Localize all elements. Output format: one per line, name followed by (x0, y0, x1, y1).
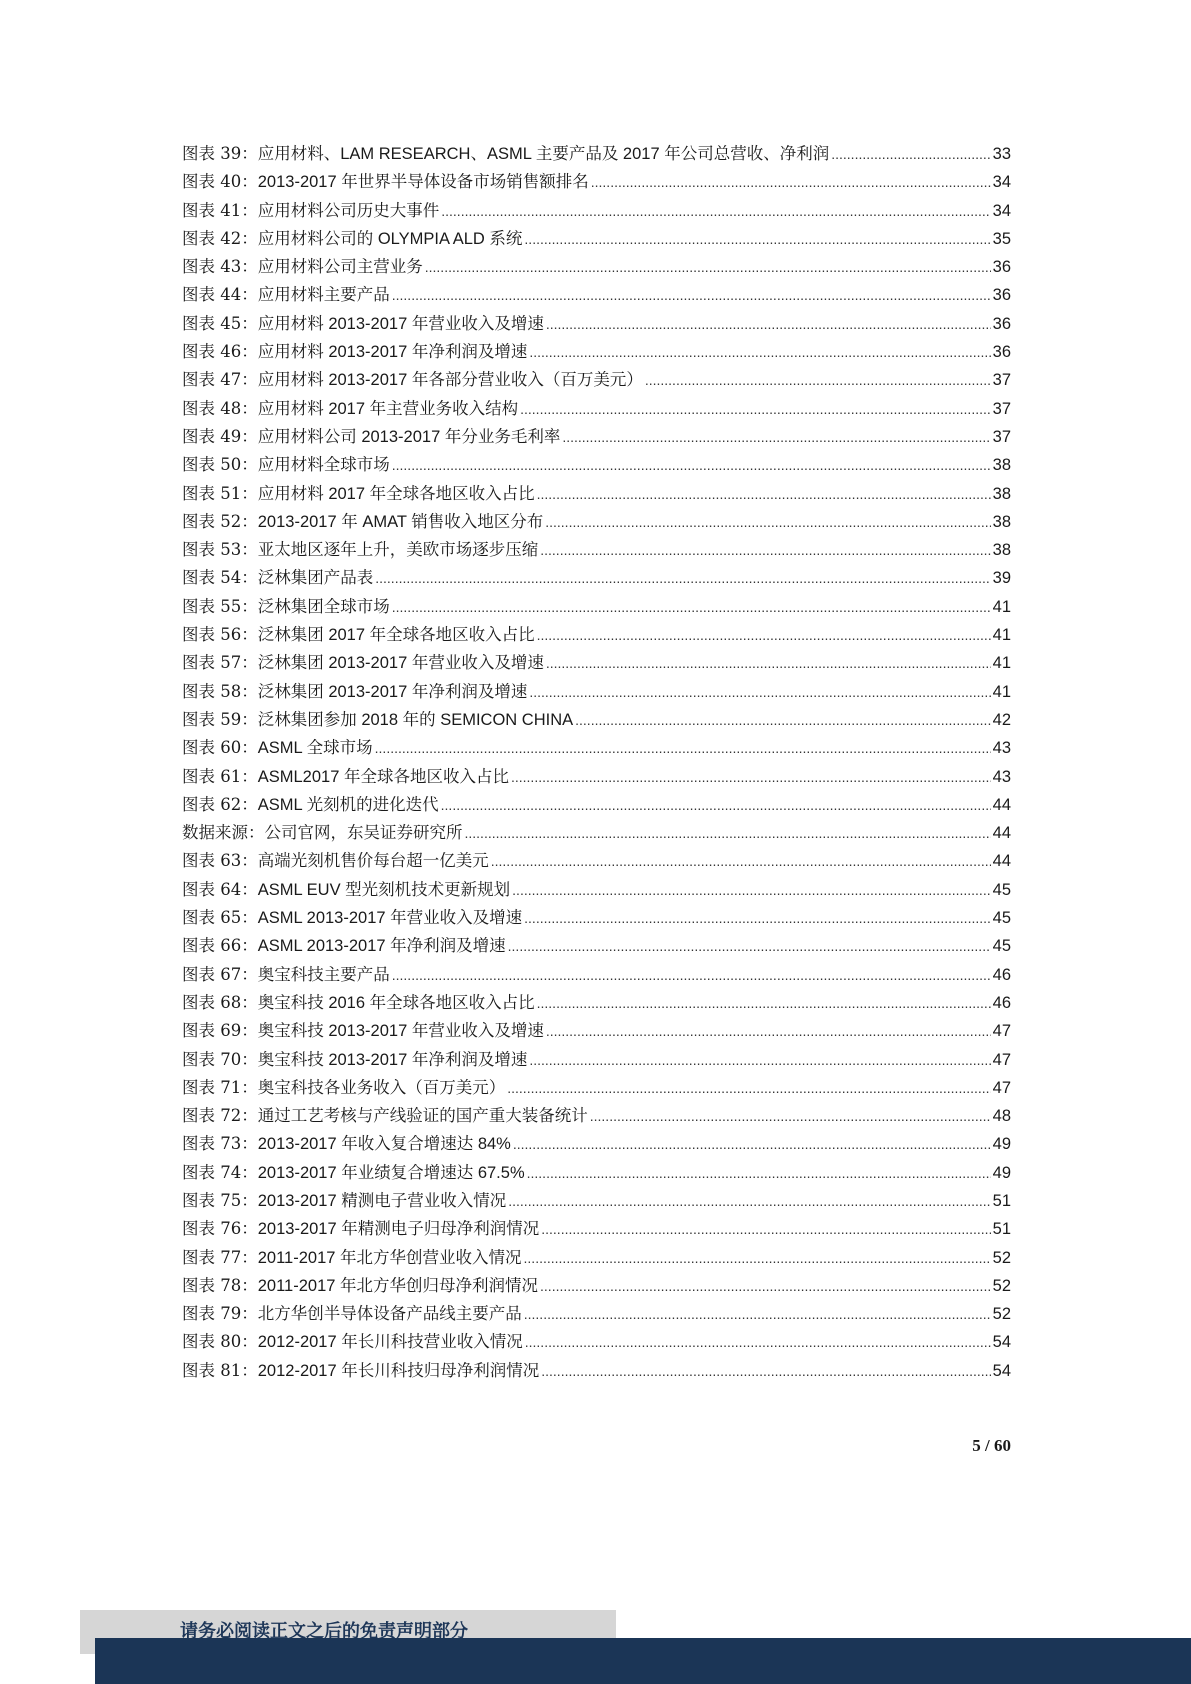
toc-leader-dots (540, 536, 990, 564)
toc-leader-dots (392, 593, 991, 621)
toc-entry-title: 泛林集团 2017 年全球各地区收入占比 (257, 626, 535, 645)
toc-entry-label: 图表 62： (182, 794, 258, 814)
page-number: 5 / 60 (972, 1436, 1011, 1455)
toc-entry-page: 36 (992, 258, 1011, 277)
toc-entry-page: 51 (992, 1191, 1011, 1210)
toc-leader-dots (575, 706, 991, 734)
toc-leader-dots (491, 847, 991, 875)
toc-leader-dots (541, 1357, 990, 1385)
toc-entry-title: ASML 2013-2017 年营业收入及增速 (257, 909, 523, 928)
toc-entry-label: 图表 74： (182, 1162, 258, 1182)
toc-entry[interactable] (182, 734, 1011, 762)
toc-entry-title: 通过工艺考核与产线验证的国产重大装备统计 (257, 1107, 588, 1126)
toc-entry-page: 47 (992, 1050, 1011, 1069)
toc-leader-dots (508, 932, 991, 960)
toc-entry[interactable] (182, 366, 1011, 394)
toc-entry-page: 49 (992, 1163, 1011, 1182)
toc-entry[interactable] (182, 961, 1011, 989)
toc-entry-page: 41 (992, 626, 1011, 645)
toc-entry-title: 应用材料公司 2013-2017 年分业务毛利率 (257, 427, 561, 446)
toc-entry-title: ASML EUV 型光刻机技术更新规划 (257, 880, 511, 899)
toc-entry-page: 44 (992, 852, 1011, 871)
toc-entry-label: 图表 64： (182, 879, 258, 899)
toc-entry-title: ASML 2013-2017 年净利润及增速 (257, 937, 506, 956)
toc-entry-page: 45 (992, 909, 1011, 928)
toc-entry-label: 图表 46： (182, 342, 258, 362)
toc-leader-dots (511, 763, 991, 791)
toc-leader-dots (529, 1046, 990, 1074)
toc-entry-label: 图表 53： (182, 540, 258, 560)
toc-entry[interactable] (182, 225, 1011, 253)
toc-entry-title: ASML2017 年全球各地区收入占比 (257, 767, 509, 786)
toc-entry-page: 46 (992, 965, 1011, 984)
toc-leader-dots (591, 168, 991, 196)
toc-leader-dots (392, 961, 991, 989)
toc-leader-dots (375, 734, 991, 762)
toc-entry[interactable] (182, 876, 1011, 904)
toc-entry[interactable] (182, 1017, 1011, 1045)
toc-entry-label: 图表 63： (182, 851, 258, 871)
toc-entry-title: 应用材料 2013-2017 年各部分营业收入（百万美元） (257, 371, 643, 390)
toc-entry-label: 图表 41： (182, 200, 258, 220)
toc-entry-title: 泛林集团产品表 (257, 569, 374, 588)
toc-entry-page: 38 (992, 484, 1011, 503)
toc-entry-page: 39 (992, 569, 1011, 588)
toc-entry-label: 图表 72： (182, 1106, 258, 1126)
toc-entry[interactable] (182, 819, 1011, 847)
toc-leader-dots (524, 225, 990, 253)
toc-entry-title: 应用材料全球市场 (257, 456, 390, 475)
toc-entry-label: 图表 78： (182, 1275, 258, 1295)
toc-entry-page: 38 (992, 512, 1011, 531)
toc-entry-page: 36 (992, 286, 1011, 305)
toc-entry-label: 图表 68： (182, 992, 258, 1012)
toc-entry-label: 图表 54： (182, 568, 258, 588)
toc-entry[interactable] (182, 1215, 1011, 1243)
toc-entry-title: 奥宝科技各业务收入（百万美元） (257, 1078, 506, 1097)
footer-disclaimer: 请务必阅读正文之后的免责声明部分 (180, 1621, 468, 1642)
toc-entry[interactable] (182, 564, 1011, 592)
toc-leader-dots (529, 678, 990, 706)
toc-entry-title: 2013-2017 年收入复合增速达 84% (257, 1135, 511, 1154)
toc-entry-label: 图表 60： (182, 738, 258, 758)
toc-entry-page: 44 (992, 824, 1011, 843)
toc-entry-title: 应用材料公司主营业务 (257, 258, 423, 277)
toc-leader-dots (392, 281, 991, 309)
toc-entry[interactable] (182, 1159, 1011, 1187)
toc-entry-title: 泛林集团 2013-2017 年净利润及增速 (257, 682, 528, 701)
toc-leader-dots (512, 876, 990, 904)
toc-entry-page: 46 (992, 993, 1011, 1012)
toc-entry-title: 泛林集团全球市场 (257, 597, 390, 616)
toc-entry-label: 图表 55： (182, 596, 258, 616)
toc-entry[interactable] (182, 197, 1011, 225)
toc-entry[interactable] (182, 678, 1011, 706)
toc-leader-dots (508, 1187, 990, 1215)
toc-entry-title: 应用材料主要产品 (257, 286, 390, 305)
toc-entry-title: 2013-2017 年 AMAT 销售收入地区分布 (257, 512, 544, 531)
toc-leader-dots (441, 791, 991, 819)
toc-leader-dots (529, 338, 990, 366)
toc-entry-label: 图表 75： (182, 1190, 258, 1210)
toc-entry-page: 48 (992, 1107, 1011, 1126)
toc-entry-page: 35 (992, 229, 1011, 248)
toc-entry[interactable] (182, 989, 1011, 1017)
toc-entry[interactable] (182, 763, 1011, 791)
toc-leader-dots (524, 1244, 991, 1272)
toc-leader-dots (465, 819, 991, 847)
toc-entry-label: 图表 66： (182, 936, 258, 956)
toc-entry-label: 图表 40： (182, 172, 258, 192)
toc-entry-page: 45 (992, 880, 1011, 899)
toc-entry-title: 应用材料、LAM RESEARCH、ASML 主要产品及 2017 年公司总营收、净利润 (257, 145, 830, 163)
toc-leader-dots (441, 197, 990, 225)
toc-entry-label: 图表 47： (182, 370, 258, 390)
toc-leader-dots (425, 253, 991, 281)
toc-entry-label: 图表 45： (182, 313, 258, 333)
toc-entry-page: 41 (992, 654, 1011, 673)
toc-entry-title: 公司官网，东吴证券研究所 (264, 824, 463, 843)
toc-entry[interactable] (182, 1272, 1011, 1300)
toc-entry-page: 51 (992, 1220, 1011, 1239)
toc-leader-dots (524, 1300, 991, 1328)
toc-entry-label: 图表 43： (182, 257, 258, 277)
toc-leader-dots (546, 310, 991, 338)
toc-entry-page: 36 (992, 314, 1011, 333)
toc-entry[interactable] (182, 932, 1011, 960)
toc-entry[interactable] (182, 1130, 1011, 1158)
toc-entry[interactable] (182, 536, 1011, 564)
toc-entry-page: 37 (992, 371, 1011, 390)
toc-entry-page: 36 (992, 343, 1011, 362)
toc-entry-title: 应用材料公司历史大事件 (257, 201, 440, 220)
toc-entry-page: 47 (992, 1022, 1011, 1041)
toc-entry-page: 43 (992, 767, 1011, 786)
toc-entry-page: 52 (992, 1305, 1011, 1324)
toc-entry-title: 2011-2017 年北方华创营业收入情况 (257, 1248, 522, 1267)
toc-entry[interactable] (182, 451, 1011, 479)
toc-entry-title: 2013-2017 年业绩复合增速达 67.5% (257, 1163, 525, 1182)
toc-entry-page: 54 (992, 1361, 1011, 1380)
toc-entry-label: 图表 56： (182, 625, 258, 645)
toc-entry-page: 37 (992, 427, 1011, 446)
toc-entry-page: 34 (992, 201, 1011, 220)
toc-leader-dots (546, 649, 991, 677)
toc-entry[interactable] (182, 1046, 1011, 1074)
toc-leader-dots (537, 480, 991, 508)
toc-entry-title: ASML 光刻机的进化迭代 (257, 795, 439, 814)
toc-entry-title: 奥宝科技 2013-2017 年净利润及增速 (257, 1050, 528, 1069)
toc-entry-label: 图表 70： (182, 1049, 258, 1069)
toc-entry-label: 图表 69： (182, 1021, 258, 1041)
toc-leader-dots (375, 564, 990, 592)
toc-entry-page: 38 (992, 456, 1011, 475)
toc-entry-page: 42 (992, 710, 1011, 729)
toc-entry[interactable] (182, 706, 1011, 734)
toc-leader-dots (546, 1017, 991, 1045)
toc-entry-page: 54 (992, 1333, 1011, 1352)
toc-entry-title: 应用材料 2013-2017 年营业收入及增速 (257, 314, 544, 333)
toc-entry[interactable] (182, 649, 1011, 677)
toc-entry-label: 图表 48： (182, 398, 258, 418)
toc-leader-dots (520, 395, 991, 423)
toc-entry[interactable] (182, 253, 1011, 281)
toc-entry-title: 奥宝科技 2016 年全球各地区收入占比 (257, 993, 535, 1012)
toc-entry-title: 奥宝科技 2013-2017 年营业收入及增速 (257, 1022, 544, 1041)
toc-entry[interactable] (182, 338, 1011, 366)
toc-entry-label: 图表 79： (182, 1304, 258, 1324)
toc-entry[interactable] (182, 791, 1011, 819)
toc-entry-title: 应用材料 2017 年主营业务收入结构 (257, 399, 519, 418)
toc-entry[interactable] (182, 1187, 1011, 1215)
toc-leader-dots (507, 1074, 990, 1102)
toc-entry-label: 图表 76： (182, 1219, 258, 1239)
toc-entry[interactable] (182, 1328, 1011, 1356)
toc-entry-label: 图表 49： (182, 426, 258, 446)
toc-entry-page: 52 (992, 1248, 1011, 1267)
toc-entry-label: 数据来源： (182, 823, 265, 843)
toc-entry-title: 奥宝科技主要产品 (257, 965, 390, 984)
toc-entry-label: 图表 65： (182, 908, 258, 928)
toc-entry-label: 图表 59： (182, 709, 258, 729)
toc-entry[interactable] (182, 847, 1011, 875)
toc-entry[interactable] (182, 508, 1011, 536)
toc-entry-page: 44 (992, 795, 1011, 814)
toc-entry-title: 泛林集团 2013-2017 年营业收入及增速 (257, 654, 544, 673)
toc-entry-label: 图表 80： (182, 1332, 258, 1352)
toc-entry-page: 43 (992, 739, 1011, 758)
toc-leader-dots (524, 904, 990, 932)
toc-entry-title: 泛林集团参加 2018 年的 SEMICON CHINA (257, 710, 574, 729)
toc-entry-title: 2012-2017 年长川科技归母净利润情况 (257, 1361, 540, 1380)
toc-leader-dots (545, 508, 990, 536)
toc-entry-label: 图表 52： (182, 511, 258, 531)
toc-entry-title: 2013-2017 年精测电子归母净利润情况 (257, 1220, 540, 1239)
toc-entry-title: ASML 全球市场 (257, 739, 373, 758)
toc-entry[interactable] (182, 593, 1011, 621)
table-of-figures (182, 140, 1011, 1385)
toc-leader-dots (527, 1159, 991, 1187)
toc-entry-label: 图表 58： (182, 681, 258, 701)
toc-entry[interactable] (182, 423, 1011, 451)
toc-entry[interactable] (182, 480, 1011, 508)
toc-entry-label: 图表 51： (182, 483, 258, 503)
toc-entry[interactable] (182, 395, 1011, 423)
toc-leader-dots (525, 1328, 991, 1356)
toc-entry-page: 45 (992, 937, 1011, 956)
toc-entry[interactable] (182, 168, 1011, 196)
toc-entry-page: 52 (992, 1276, 1011, 1295)
toc-entry-page: 33 (992, 145, 1011, 163)
toc-entry[interactable] (182, 1300, 1011, 1328)
toc-entry-title: 2011-2017 年北方华创归母净利润情况 (257, 1276, 539, 1295)
toc-entry-label: 图表 71： (182, 1077, 258, 1097)
toc-entry[interactable] (182, 1102, 1011, 1130)
toc-entry-label: 图表 44： (182, 285, 258, 305)
toc-entry-page: 38 (992, 541, 1011, 560)
toc-entry-label: 图表 42： (182, 228, 258, 248)
toc-entry-label: 图表 77： (182, 1247, 258, 1267)
toc-leader-dots (513, 1130, 991, 1158)
toc-entry-title: 2012-2017 年长川科技营业收入情况 (257, 1333, 523, 1352)
toc-entry-page: 47 (992, 1078, 1011, 1097)
toc-entry-page: 41 (992, 597, 1011, 616)
toc-leader-dots (537, 989, 991, 1017)
toc-leader-dots (537, 621, 991, 649)
toc-entry[interactable] (182, 1244, 1011, 1272)
toc-entry[interactable] (182, 904, 1011, 932)
toc-entry-label: 图表 61： (182, 766, 258, 786)
toc-entry-label: 图表 67： (182, 964, 258, 984)
toc-entry-title: 应用材料公司的 OLYMPIA ALD 系统 (257, 229, 523, 248)
toc-entry-label: 图表 39： (182, 144, 258, 163)
toc-entry-title: 2013-2017 精测电子营业收入情况 (257, 1191, 507, 1210)
toc-leader-dots (392, 451, 991, 479)
toc-leader-dots (645, 366, 991, 394)
toc-entry-label: 图表 81： (182, 1360, 258, 1380)
toc-entry[interactable] (182, 1357, 1011, 1385)
toc-entry[interactable] (182, 140, 1011, 168)
toc-entry-title: 北方华创半导体设备产品线主要产品 (257, 1305, 522, 1324)
toc-leader-dots (562, 423, 990, 451)
toc-entry-title: 应用材料 2017 年全球各地区收入占比 (257, 484, 535, 503)
toc-entry-title: 亚太地区逐年上升，美欧市场逐步压缩 (257, 541, 539, 560)
toc-entry-page: 41 (992, 682, 1011, 701)
toc-leader-dots (541, 1215, 990, 1243)
toc-leader-dots (831, 140, 990, 168)
toc-entry-label: 图表 57： (182, 653, 258, 673)
toc-entry[interactable] (182, 621, 1011, 649)
toc-entry[interactable] (182, 1074, 1011, 1102)
toc-leader-dots (590, 1102, 991, 1130)
toc-entry-page: 37 (992, 399, 1011, 418)
toc-entry[interactable] (182, 310, 1011, 338)
toc-entry-title: 2013-2017 年世界半导体设备市场销售额排名 (257, 173, 589, 192)
toc-entry-label: 图表 73： (182, 1134, 258, 1154)
toc-entry-page: 49 (992, 1135, 1011, 1154)
toc-leader-dots (540, 1272, 991, 1300)
toc-entry[interactable] (182, 281, 1011, 309)
toc-entry-title: 应用材料 2013-2017 年净利润及增速 (257, 343, 528, 362)
toc-entry-label: 图表 50： (182, 455, 258, 475)
toc-entry-title: 高端光刻机售价每台超一亿美元 (257, 852, 489, 871)
toc-entry-page: 34 (992, 173, 1011, 192)
